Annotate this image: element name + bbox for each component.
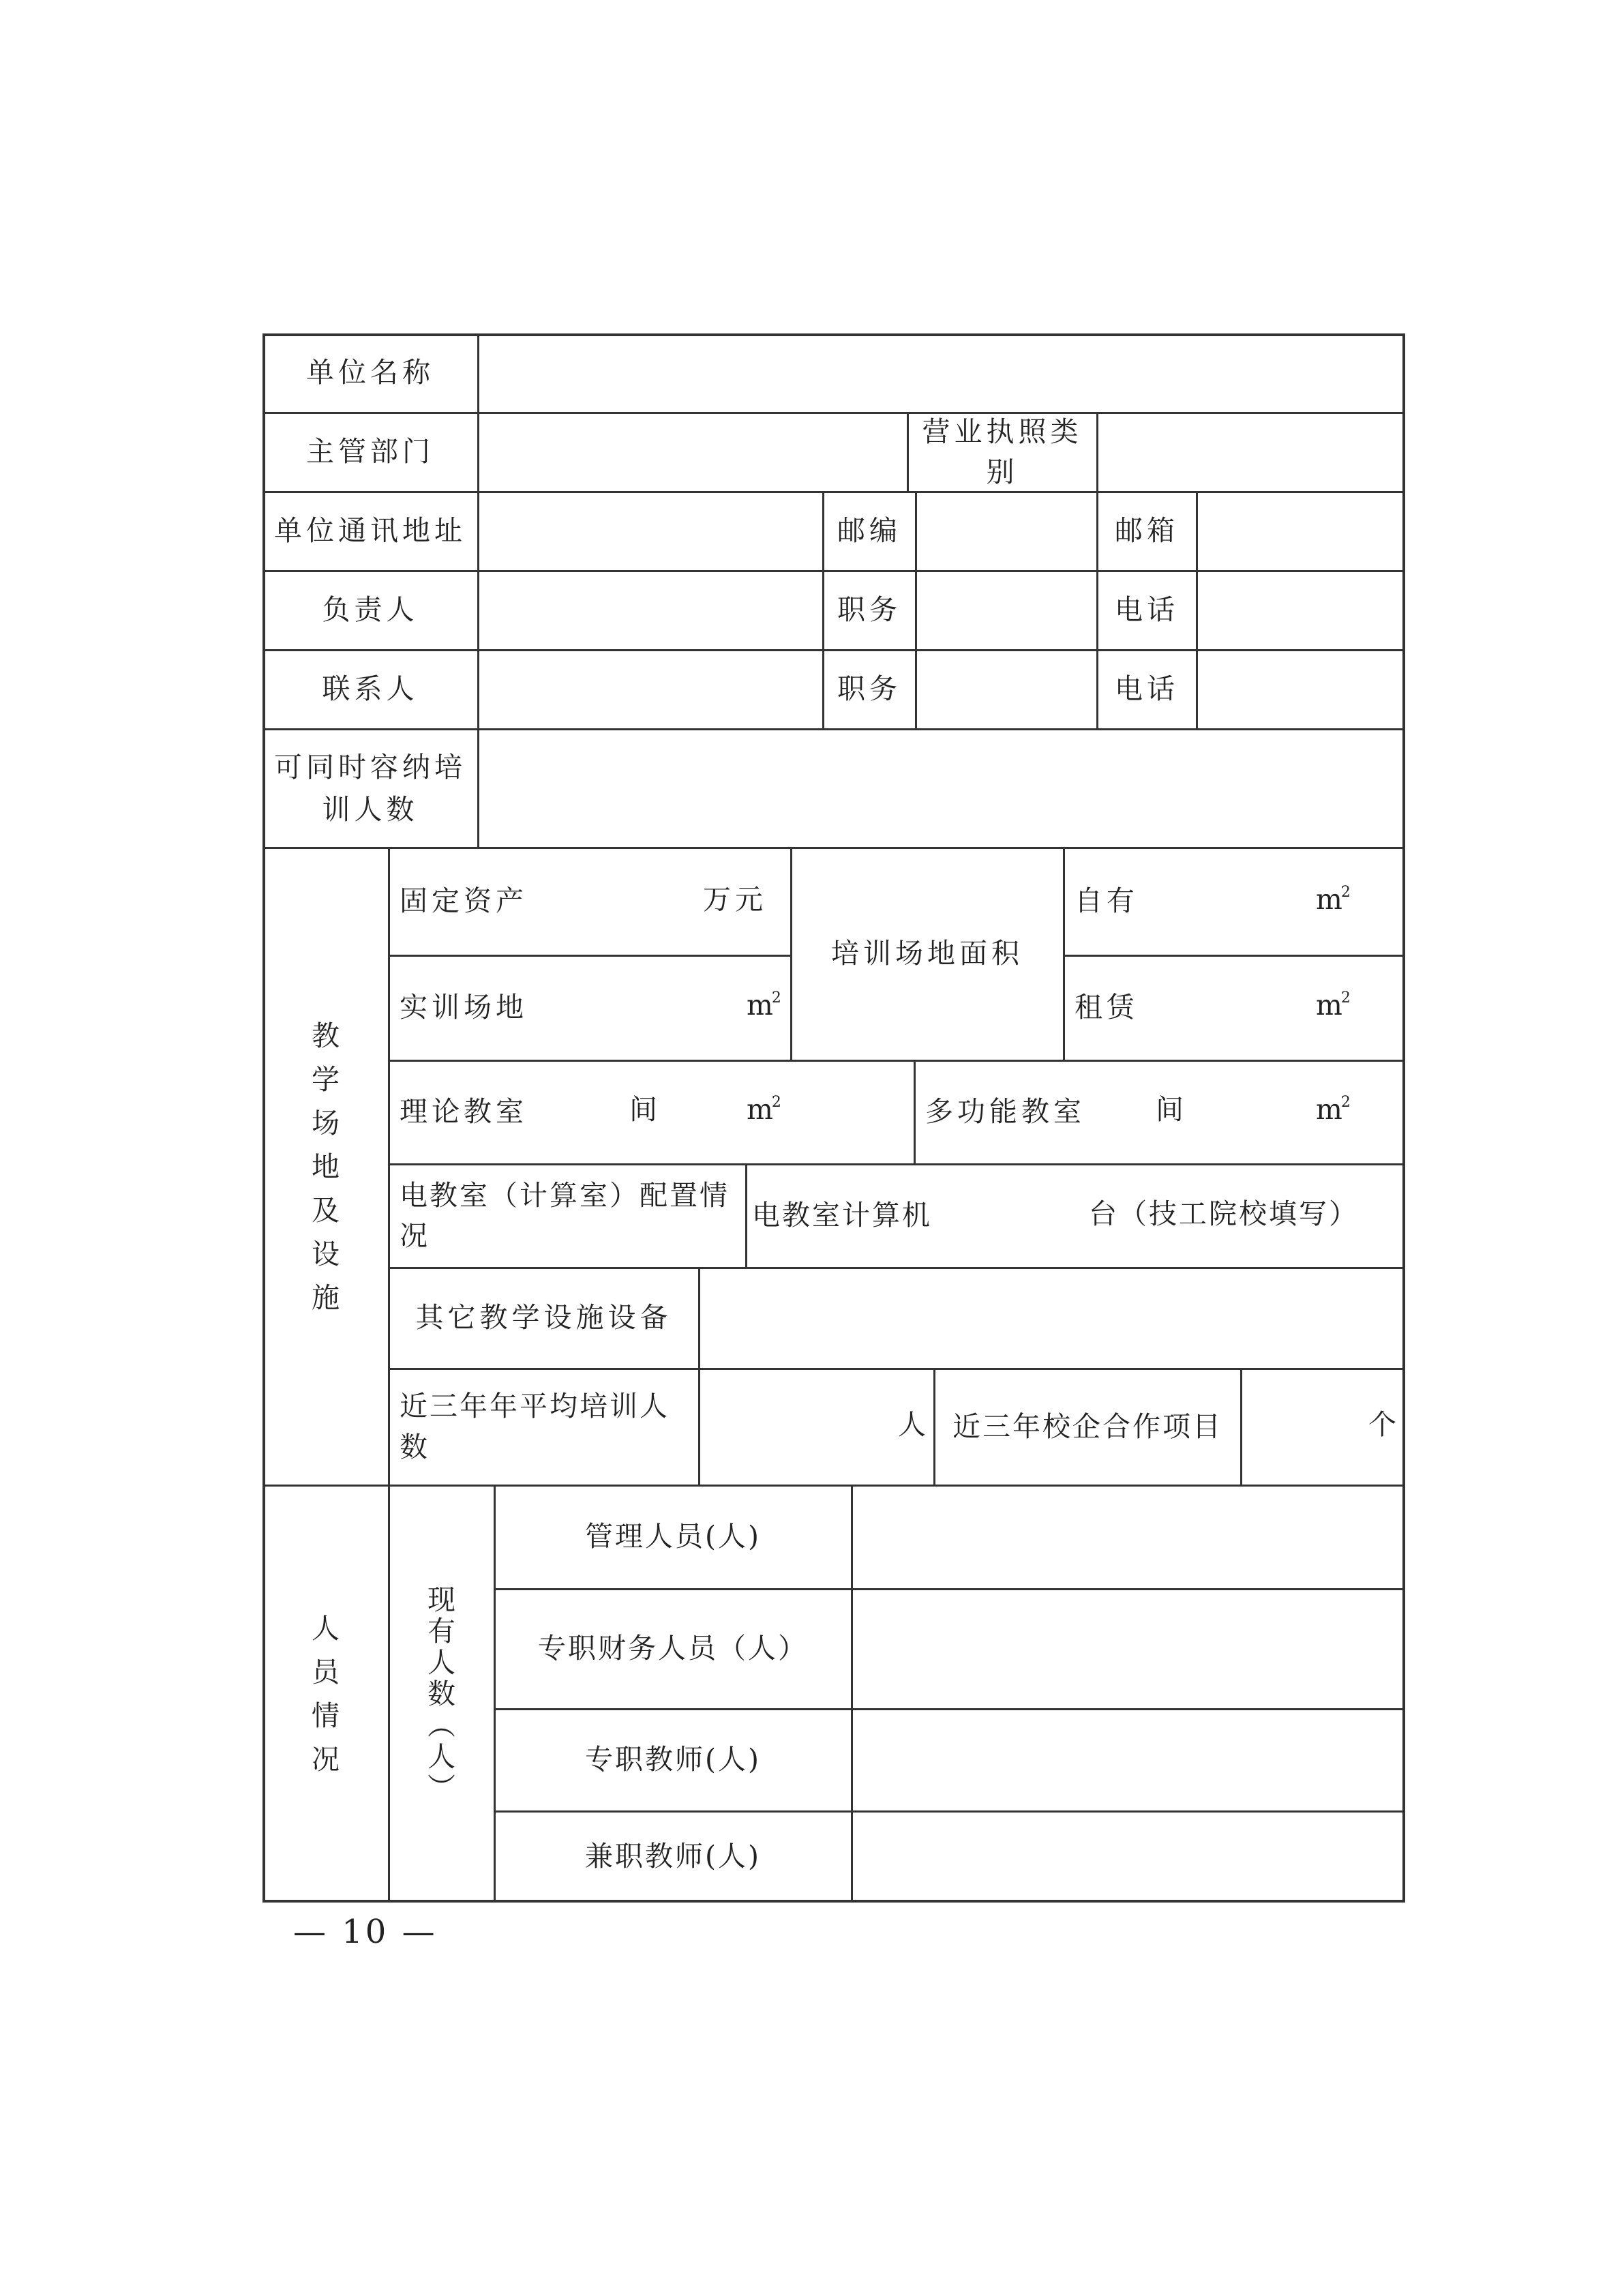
unit-name-label: 单位名称 bbox=[306, 356, 434, 389]
email-label: 邮箱 bbox=[1115, 514, 1179, 548]
facilities-char-7: 施 bbox=[312, 1281, 340, 1314]
leader-label: 负责人 bbox=[322, 593, 419, 627]
postcode-label: 邮编 bbox=[837, 514, 901, 548]
table-frame bbox=[262, 333, 1405, 1903]
rent-area-unit-sup: 2 bbox=[1340, 989, 1351, 1007]
current-char-6: 人 bbox=[427, 1740, 455, 1773]
leader-position-label: 职务 bbox=[837, 593, 901, 627]
license-label: 营业执照类别 bbox=[922, 415, 1083, 488]
staff-char-2: 员 bbox=[312, 1656, 340, 1688]
coop-projects-unit: 个 bbox=[1368, 1408, 1396, 1441]
current-char-2: 有 bbox=[427, 1615, 455, 1648]
rent-area-label: 租赁 bbox=[1075, 991, 1139, 1024]
staff-char-3: 情 bbox=[312, 1699, 340, 1732]
address-label: 单位通讯地址 bbox=[274, 514, 466, 548]
dept-label: 主管部门 bbox=[306, 435, 434, 468]
current-char-7: ︶ bbox=[427, 1772, 455, 1804]
theory-room-unit: 间 bbox=[629, 1093, 657, 1126]
other-facilities-label: 其它教学设施设备 bbox=[415, 1301, 672, 1335]
facilities-char-1: 教 bbox=[312, 1019, 340, 1052]
multi-room-area-unit-m: m bbox=[1316, 1093, 1342, 1126]
capacity-label-line1: 可同时容纳培 bbox=[274, 751, 466, 784]
coop-projects-label: 近三年校企合作项目 bbox=[952, 1410, 1222, 1443]
leader-phone-label: 电话 bbox=[1115, 593, 1179, 627]
ee-config-label: 电教室（计算室）配置情况 bbox=[400, 1178, 730, 1252]
avg-trainees-label: 近三年年平均培训人数 bbox=[400, 1390, 670, 1463]
staff-char-4: 况 bbox=[312, 1743, 340, 1776]
contact-position-label: 职务 bbox=[837, 672, 901, 706]
multi-room-unit: 间 bbox=[1156, 1093, 1184, 1126]
application-form-table bbox=[262, 333, 1405, 1903]
ee-computer-label: 电教室计算机 bbox=[752, 1199, 932, 1232]
theory-room-label: 理论教室 bbox=[400, 1095, 528, 1129]
contact-phone-label: 电话 bbox=[1115, 672, 1179, 706]
facilities-char-3: 场 bbox=[312, 1106, 340, 1139]
multi-room-label: 多功能教室 bbox=[925, 1095, 1085, 1129]
contact-label: 联系人 bbox=[322, 672, 419, 706]
ee-computer-unit: 台（技工院校填写） bbox=[1089, 1197, 1359, 1230]
facilities-char-2: 学 bbox=[312, 1062, 340, 1096]
facilities-char-5: 及 bbox=[312, 1193, 340, 1227]
current-char-3: 人 bbox=[427, 1646, 455, 1679]
current-char-5: ︵ bbox=[427, 1709, 455, 1742]
fulltime-teacher-label: 专职教师(人) bbox=[585, 1743, 761, 1776]
theory-room-area-unit-m: m bbox=[747, 1093, 773, 1126]
current-char-4: 数 bbox=[427, 1678, 455, 1710]
own-area-label: 自有 bbox=[1075, 884, 1139, 918]
rent-area-unit-m: m bbox=[1316, 989, 1342, 1022]
current-char-1: 现 bbox=[427, 1583, 455, 1616]
facilities-char-6: 设 bbox=[312, 1237, 340, 1270]
avg-trainees-unit: 人 bbox=[898, 1408, 926, 1441]
parttime-teacher-label: 兼职教师(人) bbox=[585, 1840, 761, 1873]
practice-site-unit-sup: 2 bbox=[771, 989, 781, 1007]
own-area-unit-m: m bbox=[1316, 883, 1342, 916]
facilities-char-4: 地 bbox=[312, 1150, 340, 1183]
manager-count-label: 管理人员(人) bbox=[585, 1520, 761, 1553]
page-number: — 10 — bbox=[293, 1913, 438, 1951]
capacity-label-line2: 训人数 bbox=[322, 793, 419, 826]
multi-room-area-unit-sup: 2 bbox=[1340, 1094, 1351, 1111]
theory-room-area-unit-sup: 2 bbox=[771, 1094, 781, 1111]
finance-count-label: 专职财务人员（人） bbox=[538, 1632, 808, 1665]
practice-site-unit-m: m bbox=[747, 989, 773, 1022]
practice-site-label: 实训场地 bbox=[400, 991, 528, 1024]
fixed-assets-unit: 万元 bbox=[703, 883, 767, 916]
staff-char-1: 人 bbox=[312, 1612, 340, 1645]
own-area-unit-sup: 2 bbox=[1340, 884, 1351, 901]
training-area-label: 培训场地面积 bbox=[831, 937, 1023, 970]
fixed-assets-label: 固定资产 bbox=[400, 884, 528, 918]
